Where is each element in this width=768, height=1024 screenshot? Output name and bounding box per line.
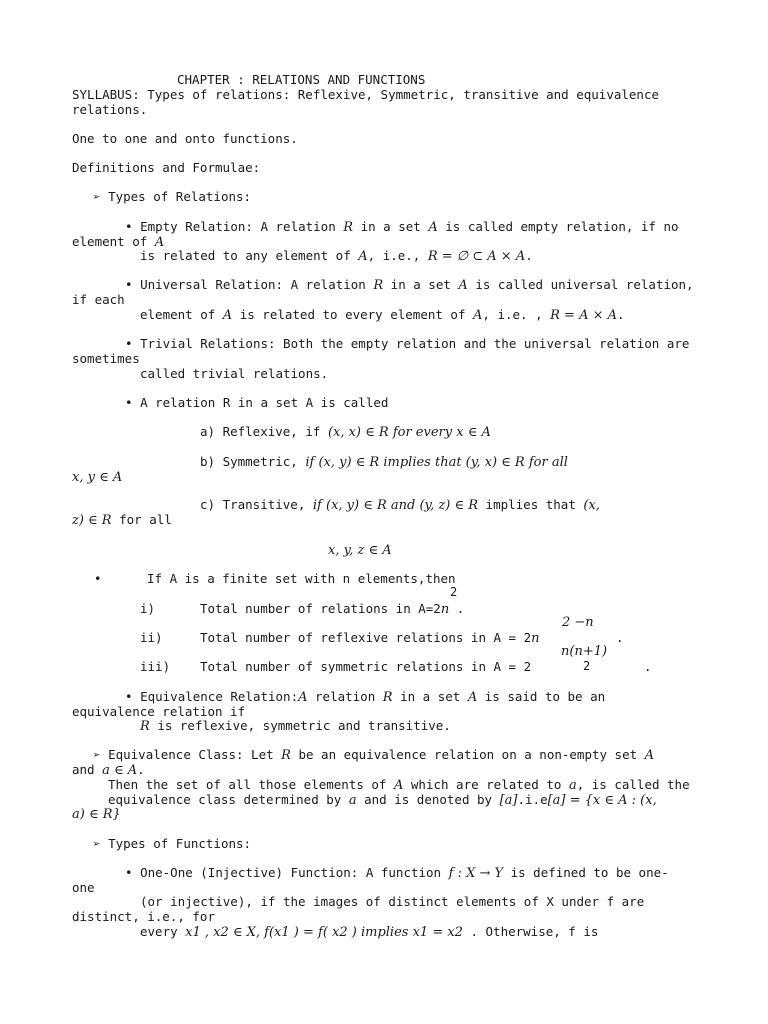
definitions-heading: Definitions and Formulae: [72,160,261,175]
reflexive-line: a) Reflexive, if (x, x) ∈ R for every x ∈ A [200,424,491,440]
symmetric-line-2: x, y ∈ A [72,470,123,485]
arrow-bullet-icon: ➢ [93,747,101,762]
one-one-line-4: distinct, i.e., for [72,909,215,924]
empty-relation-line-3: is related to any element of A, i.e., R = ∅ ⊂ A × A. [140,248,533,264]
syllabus-line-2: relations. [72,102,148,117]
heading-text: Types of Relations: [108,189,252,204]
equivalence-relation-line-2: equivalence relation if [72,704,246,719]
item-iii-text: Total number of symmetric relations in A = 2 [200,659,532,674]
equivalence-class-line-4: equivalence class determined by a and is denoted by [a].i.e[a] = {x ∈ A : (x, [108,792,657,808]
dot-bullet-icon: • [125,277,133,292]
item-ii-text: Total number of reflexive relations in A = 2n [200,630,540,646]
item-i-number: i) [140,601,156,616]
symmetric-line-1: b) Symmetric, if (x, y) ∈ R implies that (y, x) ∈ R for all [200,454,568,470]
universal-relation-line-1: • Universal Relation: A relation R in a set A is called universal relation, [125,277,694,293]
heading-text: Types of Functions: [108,836,252,851]
types-of-functions-heading [93,836,251,851]
dot-bullet-icon: • [94,571,102,586]
one-one-line-3: (or injective), if the images of distinct elements of X under f are [140,894,645,909]
dot-bullet-icon: • [125,219,133,234]
dot-bullet-icon: • [125,336,133,351]
item-iii-end: . [644,659,652,674]
one-one-line-2: one [72,880,95,895]
relation-called-line: • A relation R in a set A is called [125,395,389,410]
transitive-line-1: c) Transitive, if (x, y) ∈ R and (y, z) ∈ R implies that (x, [200,497,600,513]
item-ii-number: ii) [140,630,163,645]
empty-relation-line-2: element of A [72,234,165,250]
item-ii-end: . [616,630,624,645]
dot-bullet-icon: • [125,865,133,880]
transitive-line-3: x, y, z ∈ A [328,543,392,558]
chapter-title: CHAPTER : RELATIONS AND FUNCTIONS [177,72,426,87]
item-iii-number: iii) [140,659,171,674]
one-one-line-5: every x1 , x2 ∈ X, f(x1 ) = f( x2 ) implies x1 = x2 . Otherwise, f is [140,924,599,940]
equivalence-relation-line-1: • Equivalence Relation:A relation R in a set A is said to be an [125,689,606,705]
empty-relation-line-1: • Empty Relation: A relation R in a set A is called empty relation, if no [125,219,679,235]
trivial-relations-line-2: sometimes [72,351,140,366]
trivial-relations-line-1: • Trivial Relations: Both the empty relation and the universal relation are [125,336,690,351]
equivalence-class-line-5: a) ∈ R} [72,807,121,822]
equivalence-relation-line-3: R is reflexive, symmetric and transitive. [140,718,451,734]
one-to-one-line: One to one and onto functions. [72,131,298,146]
arrow-bullet-icon: ➢ [93,189,101,204]
reflexive-exponent: 2 −n [562,615,594,630]
equivalence-class-line-2: and a ∈ A. [72,762,145,778]
symmetric-exponent-numerator: n(n+1) [561,644,608,659]
transitive-line-2: z) ∈ R for all [72,512,172,528]
item-i-text: Total number of relations in A=2n . [200,601,465,617]
finite-set-intro: If A is a finite set with n elements,then [147,571,456,586]
universal-relation-line-3: element of A is related to every element of A, i.e. , R = A × A. [140,307,625,323]
equivalence-class-line-3: Then the set of all those elements of A which are related to a, is called the [108,777,690,793]
arrow-bullet-icon: ➢ [93,836,101,851]
trivial-relations-line-3: called trivial relations. [140,366,329,381]
dot-bullet-icon: • [125,689,133,704]
syllabus-line-1: SYLLABUS: Types of relations: Reflexive, Symmetric, transitive and equivalence [72,87,659,102]
equivalence-class-line-1: ➢ Equivalence Class: Let R be an equivalence relation on a non-empty set A [93,747,655,763]
types-of-relations-heading [93,189,251,204]
relations-exponent: 2 [450,585,458,599]
universal-relation-line-2: if each [72,292,125,307]
dot-bullet-icon: • [125,395,133,410]
symmetric-exponent-denominator: 2 [583,659,591,673]
one-one-line-1: • One-One (Injective) Function: A function f : X → Y is defined to be one- [125,865,669,881]
